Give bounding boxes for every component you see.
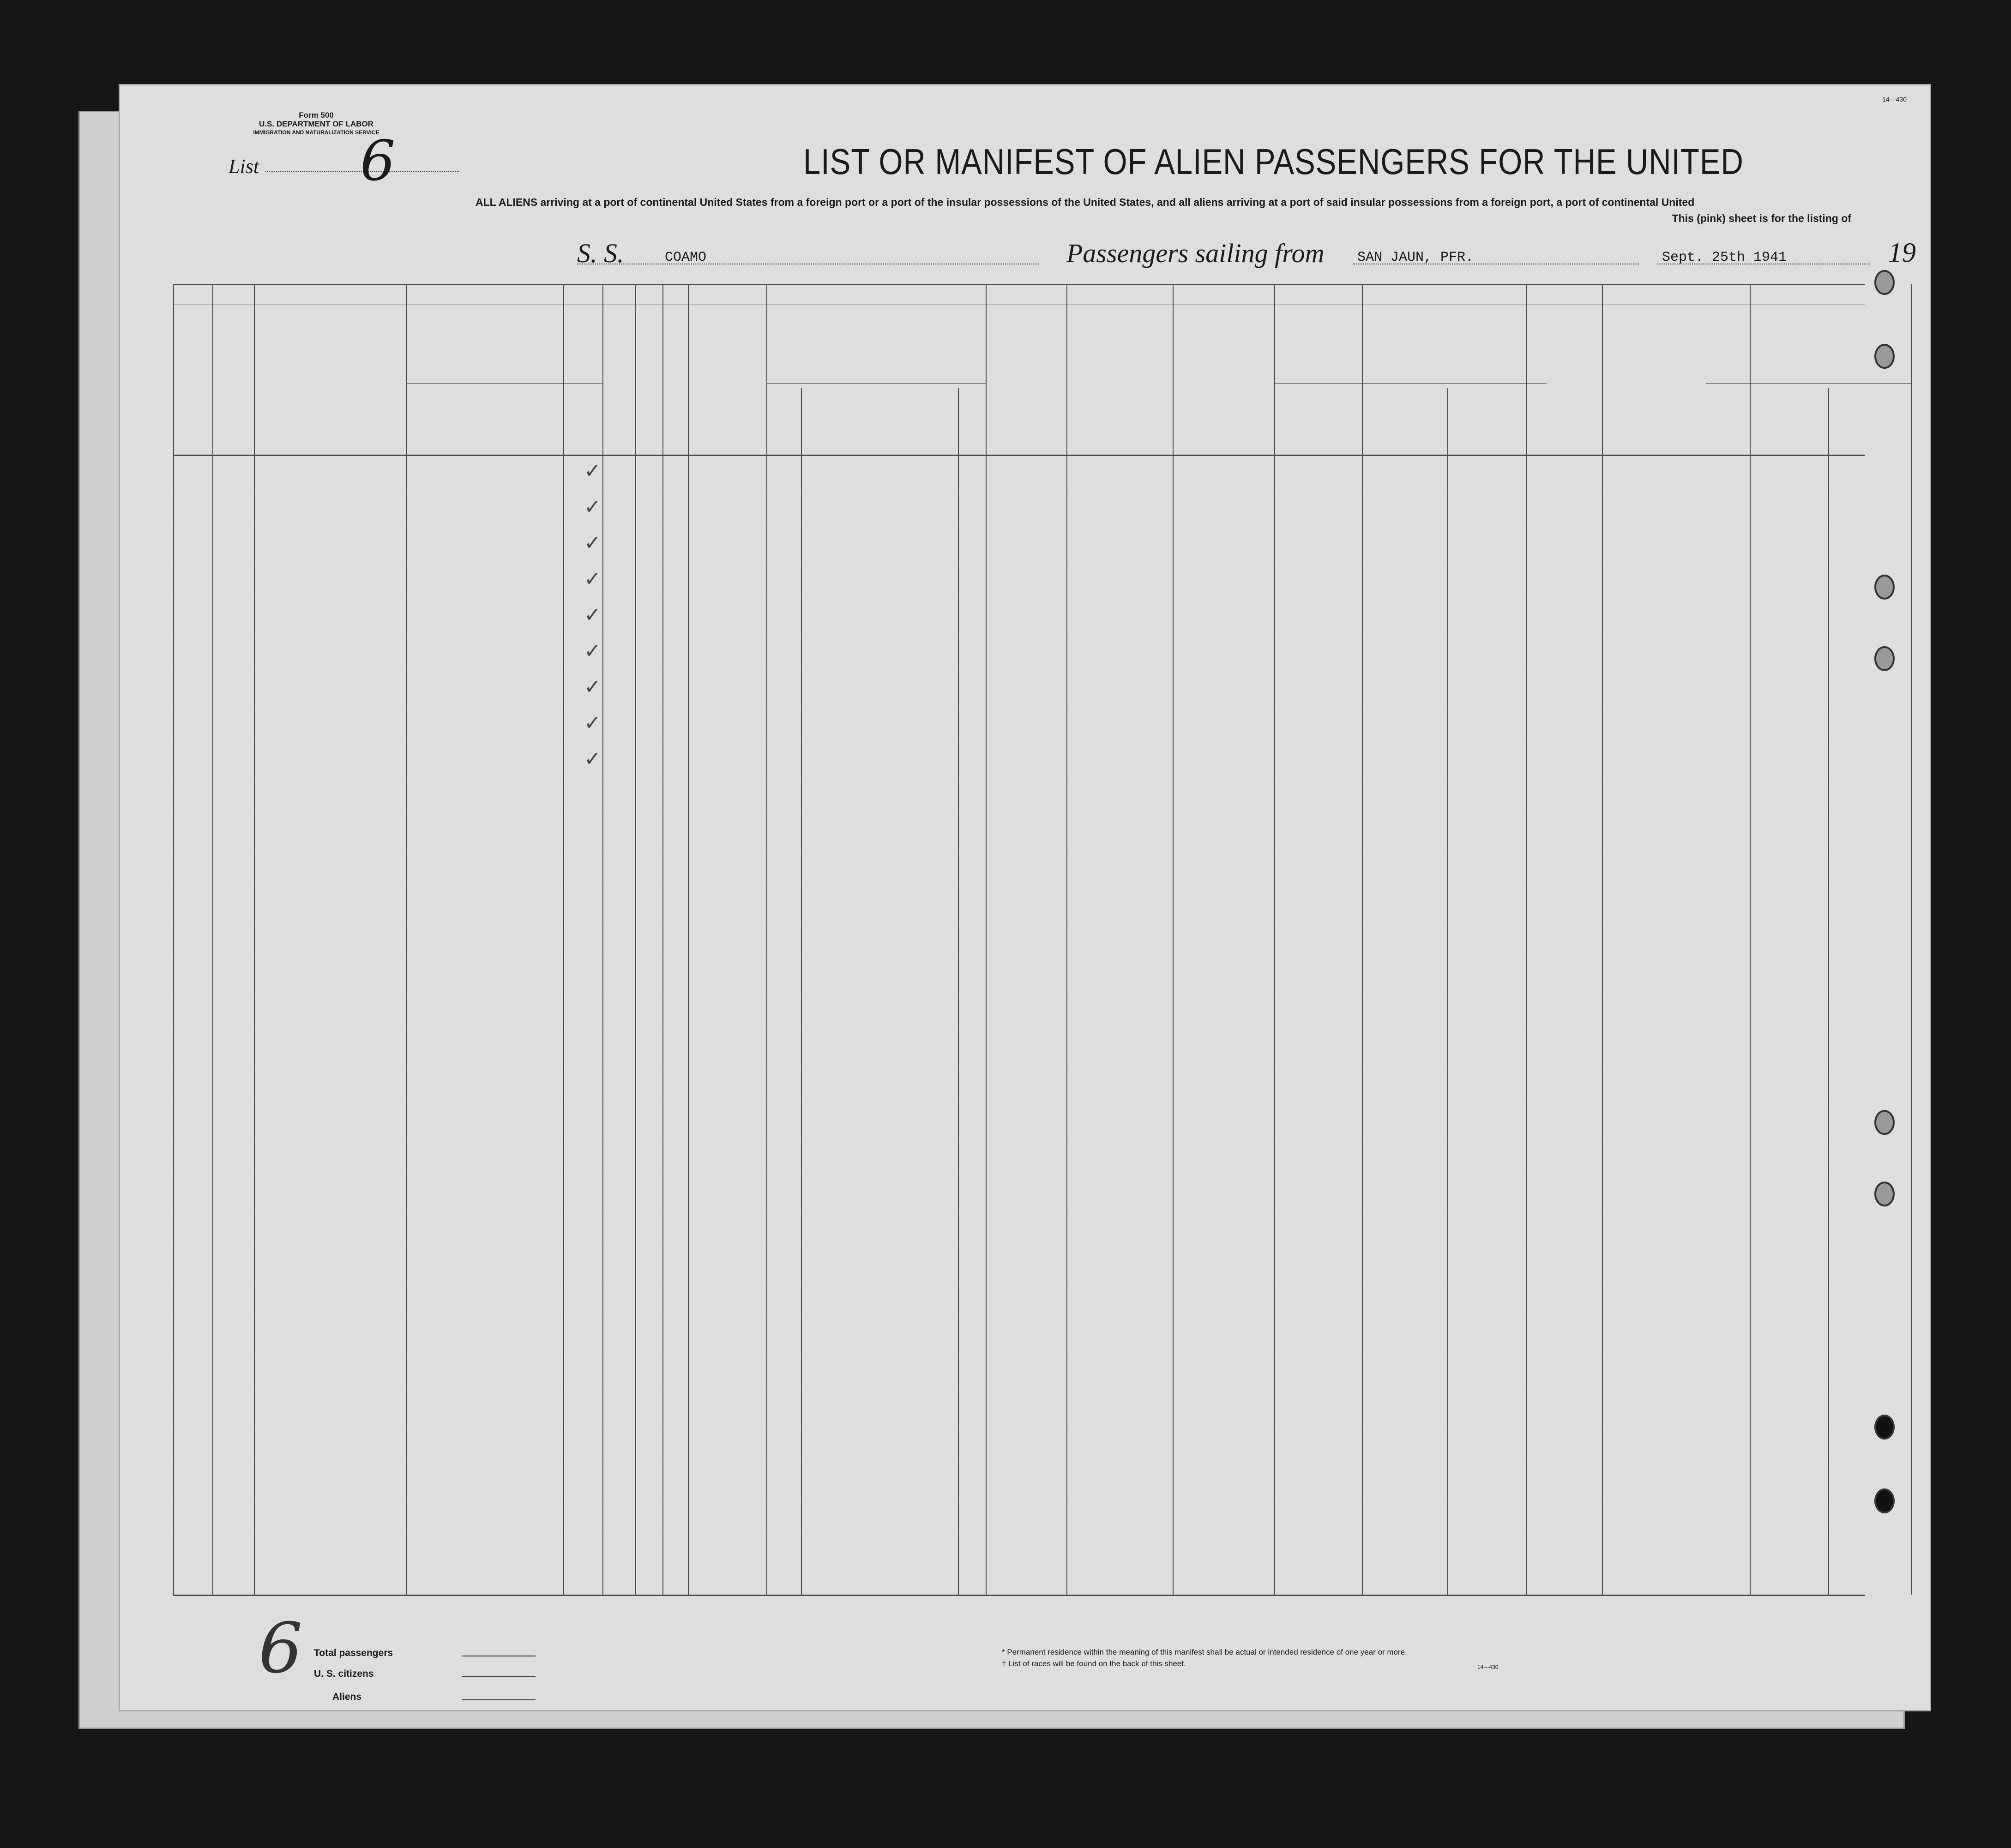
check-mark: ✓ bbox=[584, 495, 601, 519]
column-divider bbox=[563, 284, 564, 1595]
column-divider bbox=[602, 284, 603, 1595]
departure-port: SAN JAUN, PFR. bbox=[1357, 250, 1474, 265]
check-mark: ✓ bbox=[584, 747, 601, 771]
subheader-divider bbox=[1706, 383, 1911, 384]
column-divider bbox=[958, 388, 959, 1595]
list-label: List bbox=[229, 155, 259, 178]
column-divider bbox=[1447, 388, 1448, 1595]
aliens-label: Aliens bbox=[332, 1692, 362, 1702]
citizens-line bbox=[462, 1676, 536, 1677]
manifest-table bbox=[173, 284, 1865, 1595]
header-bottom-border bbox=[173, 455, 1865, 456]
binder-hole bbox=[1874, 1182, 1895, 1206]
manifest-sheet bbox=[120, 85, 1930, 1710]
column-divider bbox=[1750, 284, 1751, 1595]
binder-hole bbox=[1874, 1110, 1895, 1135]
column-divider bbox=[662, 284, 663, 1595]
corner-code: 14—430 bbox=[1882, 96, 1907, 103]
binder-hole bbox=[1874, 1415, 1895, 1440]
sailing-date: Sept. 25th 1941 bbox=[1662, 250, 1787, 265]
ship-name: COAMO bbox=[665, 250, 707, 265]
column-divider bbox=[801, 388, 802, 1595]
table-bottom-border bbox=[173, 1595, 1865, 1596]
subheader-divider bbox=[1367, 383, 1547, 384]
column-divider bbox=[1911, 284, 1912, 1595]
column-divider bbox=[1526, 284, 1527, 1595]
column-divider bbox=[766, 284, 767, 1595]
subheader-divider bbox=[766, 383, 986, 384]
column-divider bbox=[688, 284, 689, 1595]
column-divider bbox=[635, 284, 636, 1595]
binder-hole bbox=[1874, 575, 1895, 600]
column-divider bbox=[1173, 284, 1174, 1595]
form-identifier: Form 500 U.S. DEPARTMENT OF LABOR IMMIGRATION AND NATURALIZATION SERVICE bbox=[253, 111, 379, 136]
table-top-border bbox=[173, 284, 1865, 285]
year-label: 19 bbox=[1888, 237, 1916, 268]
check-mark: ✓ bbox=[584, 567, 601, 591]
subheader-divider bbox=[406, 383, 602, 384]
check-mark: ✓ bbox=[584, 675, 601, 699]
check-mark: ✓ bbox=[584, 459, 601, 483]
page-title: LIST OR MANIFEST OF ALIEN PASSENGERS FOR THE UNITED bbox=[803, 141, 1744, 182]
ss-label: S. S. bbox=[577, 238, 624, 268]
binder-hole bbox=[1874, 344, 1895, 369]
column-divider bbox=[1828, 388, 1829, 1595]
footnote-residence: * Permanent residence within the meaning of this manifest shall be actual or intended residence of one year or more. bbox=[1002, 1648, 1407, 1656]
binder-hole bbox=[1874, 1488, 1895, 1513]
aliens-line bbox=[462, 1699, 536, 1700]
column-divider bbox=[173, 284, 174, 1595]
list-number: 6 bbox=[360, 129, 396, 193]
check-mark: ✓ bbox=[584, 603, 601, 627]
column-divider bbox=[1362, 284, 1363, 1595]
column-divider bbox=[1066, 284, 1067, 1595]
footnote-races: † List of races will be found on the back of this sheet. bbox=[1002, 1659, 1186, 1668]
column-divider bbox=[254, 284, 255, 1595]
margin-mark: 6 bbox=[259, 1608, 303, 1689]
subtitle-line-2: This (pink) sheet is for the listing of bbox=[1672, 212, 1851, 224]
binder-hole bbox=[1874, 270, 1895, 295]
column-divider bbox=[212, 284, 213, 1595]
column-divider bbox=[986, 284, 987, 1595]
sailing-label: Passengers sailing from bbox=[1066, 238, 1325, 268]
footer-code: 14—430 bbox=[1477, 1664, 1499, 1670]
column-divider bbox=[1602, 284, 1603, 1595]
total-passengers-label: Total passengers bbox=[314, 1648, 393, 1658]
check-mark: ✓ bbox=[584, 639, 601, 663]
column-divider bbox=[1274, 284, 1275, 1595]
check-mark: ✓ bbox=[584, 531, 601, 555]
check-mark: ✓ bbox=[584, 711, 601, 735]
us-citizens-label: U. S. citizens bbox=[314, 1668, 374, 1679]
subtitle-line-1: ALL ALIENS arriving at a port of continental United States from a foreign port or a port of the insular possessions of the United States, and all aliens arriving at a port of said insular possessions from a foreign port, a port of continental United bbox=[476, 196, 1695, 208]
binder-hole bbox=[1874, 646, 1895, 671]
column-divider bbox=[406, 284, 407, 1595]
